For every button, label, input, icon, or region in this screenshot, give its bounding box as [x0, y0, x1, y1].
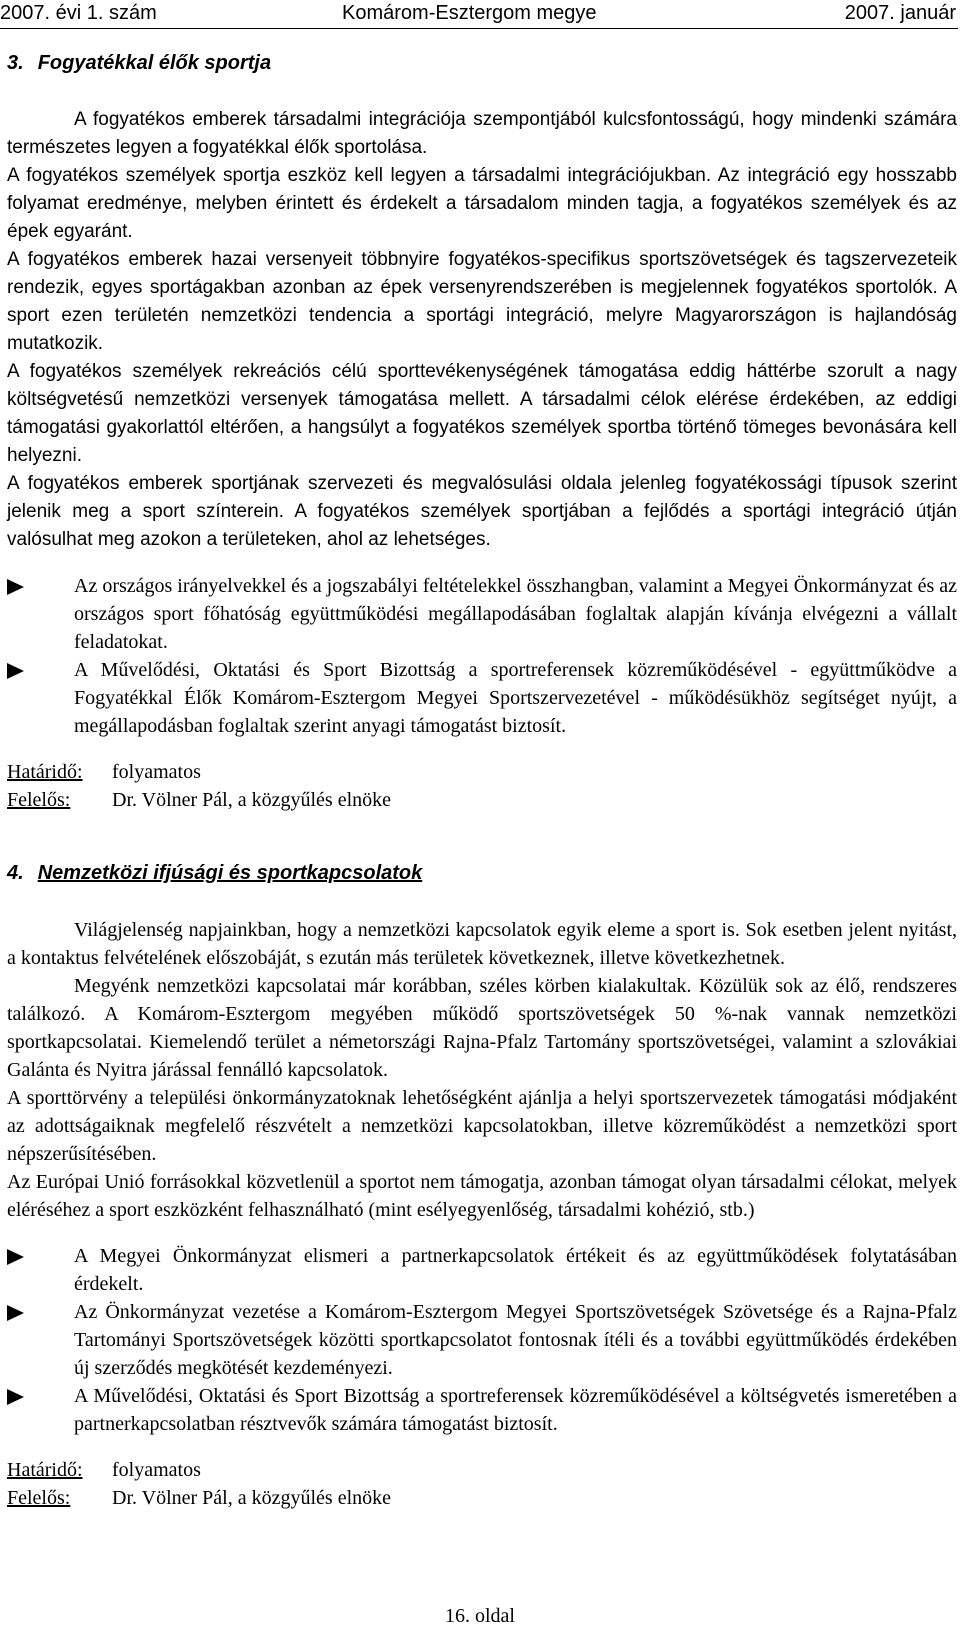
paragraph: A fogyatékos emberek sportjának szervezeti és megvalósulási oldala jelenleg fogyatékossági típusok szerint jelenik meg a sport színterein. A fogyatékos személyek sportjában a fejlődés a sportági integráció útján valósulhat meg azokon a területeken, ahol az lehetséges.	[7, 473, 957, 550]
list-item	[7, 1298, 957, 1382]
list-item-text: A Megyei Önkormányzat elismeri a partnerkapcsolatok értékeit és az együttműködések folytatásában érdekelt.	[74, 1245, 957, 1295]
responsible-label: Felelős:	[7, 789, 71, 811]
list-item-text: A Művelődési, Oktatási és Sport Bizottság a sportreferensek közreműködésével - együttműködve a Fogyatékkal Élők Komárom-Esztergom Megyei Sportszervezetével - működésükhöz segítséget nyújt, a megállapodásban foglaltak szerint anyagi támogatást biztosít.	[74, 659, 957, 737]
responsible-line	[7, 1484, 957, 1512]
paragraph: A sporttörvény a települési önkormányzatoknak lehetőségként ajánlja a helyi sportszervezetek támogatási módjaként az adottságaiknak megfelelő részvételt a nemzetközi kapcsolatokban, illetve közreműködést a nemzetközi sport népszerűsítésében.	[7, 1087, 957, 1165]
responsible-value: Dr. Völner Pál, a közgyűlés elnöke	[112, 1487, 392, 1509]
section-3-title	[7, 50, 957, 76]
paragraph: Világjelenség napjainkban, hogy a nemzetközi kapcsolatok egyik eleme a sport is. Sok esetben jelent nyitást, a kontaktus felvételének előszobáját, s ezután más területek következnek, illetve következhetnek.	[7, 919, 957, 969]
paragraph: A fogyatékos emberek társadalmi integrációja szempontjából kulcsfontosságú, hogy mindenki számára természetes legyen a fogyatékkal élők sportolása.	[7, 109, 957, 158]
arrow-bullet-icon	[7, 1249, 24, 1265]
section-4-body	[7, 916, 957, 1224]
list-item	[7, 656, 957, 740]
responsible-value: Dr. Völner Pál, a közgyűlés elnöke	[112, 789, 392, 811]
paragraph: A fogyatékos személyek rekreációs célú sporttevékenységének támogatása eddig háttérbe szorult a nagy költségvetésű nemzetközi versenyek támogatása mellett. A társadalmi célok elérése érdekében, az eddigi támogatási gyakorlattól eltérően, a hangsúlyt a fogyatékos személyek sportba történő tömeges bevonására kell helyezni.	[7, 361, 957, 466]
paragraph: A fogyatékos személyek sportja eszköz kell legyen a társadalmi integrációjukban. Az integráció egy hosszabb folyamat eredménye, melyben érintett és érdekelt a társadalom minden tagja, a fogyatékos személyek és az épek egyaránt.	[7, 165, 957, 242]
page-number: 16. oldal	[445, 1605, 515, 1627]
deadline-line	[7, 758, 957, 786]
deadline-label: Határidő:	[7, 1459, 83, 1481]
section-3-bullets	[7, 572, 957, 740]
header-date: 2007. január	[844, 2, 956, 24]
deadline-value: folyamatos	[112, 761, 201, 783]
paragraph: Az Európai Unió forrásokkal közvetlenül a sportot nem támogatja, azonban támogat olyan társadalmi célokat, melyek eléréséhez a sport eszközként felhasználható (mint esélyegyenlőség, társadalmi kohézió, stb.)	[7, 1171, 957, 1221]
list-item	[7, 1382, 957, 1438]
arrow-bullet-icon	[7, 1305, 24, 1321]
list-item	[7, 1242, 957, 1298]
page-content	[7, 50, 957, 1512]
section-3-responsibility	[7, 758, 957, 814]
list-item-text: Az országos irányelvekkel és a jogszabályi feltételekkel összhangban, valamint a Megyei Önkormányzat és az országos sport főhatóság együttműködési megállapodásában foglaltak alapján kívánja elvégezni a vállalt feladatokat.	[74, 575, 957, 653]
responsible-line	[7, 786, 957, 814]
paragraph: A fogyatékos emberek hazai versenyeit többnyire fogyatékos-specifikus sportszövetségek és tagszervezeteik rendezik, egyes sportágakban azonban az épek versenyrendszerében is megjelennek fogyatékos sportolók. A sport ezen területén nemzetközi tendencia a sportági integráció, melyre Magyarországon is hajlandóság mutatkozik.	[7, 249, 957, 354]
arrow-bullet-icon	[7, 579, 24, 595]
header-issue: 2007. évi 1. szám	[0, 2, 157, 24]
header-county: Komárom-Esztergom megye	[342, 2, 597, 24]
section-number: 4.	[7, 862, 24, 884]
responsible-label: Felelős:	[7, 1487, 71, 1509]
section-title-text: Fogyatékkal élők sportja	[37, 52, 272, 74]
list-item-text: Az Önkormányzat vezetése a Komárom-Esztergom Megyei Sportszövetségek Szövetsége és a Rajna-Pfalz Tartományi Sportszövetségek közötti sportkapcsolatot fontosnak ítéli és a további együttműködés érdekében új szerződés megkötését kezdeményezi.	[74, 1301, 957, 1379]
deadline-line	[7, 1456, 957, 1484]
deadline-label: Határidő:	[7, 761, 83, 783]
arrow-bullet-icon	[7, 1389, 24, 1405]
section-4-bullets	[7, 1242, 957, 1438]
list-item	[7, 572, 957, 656]
arrow-bullet-icon	[7, 663, 24, 679]
page-header	[0, 0, 958, 29]
list-item-text: A Művelődési, Oktatási és Sport Bizottság a sportreferensek közreműködésével a költségvetés ismeretében a partnerkapcsolatban résztvevők számára támogatást biztosít.	[74, 1385, 957, 1435]
deadline-value: folyamatos	[112, 1459, 201, 1481]
section-3-body	[7, 106, 957, 554]
paragraph: Megyénk nemzetközi kapcsolatai már korábban, széles körben kialakultak. Közülük sok az élő, rendszeres találkozó. A Komárom-Esztergom megyében működő sportszövetségek 50 %-nak vannak nemzetközi sportkapcsolatai. Kiemelendő terület a németországi Rajna-Pfalz Tartomány sportszövetségei, valamint a szlovákiai Galánta és Nyitra járással fennálló kapcsolatok.	[7, 975, 957, 1081]
section-title-text: Nemzetközi ifjúsági és sportkapcsolatok	[37, 862, 423, 884]
section-4-responsibility	[7, 1456, 957, 1512]
section-number: 3.	[7, 52, 24, 74]
section-4-title	[7, 860, 957, 886]
